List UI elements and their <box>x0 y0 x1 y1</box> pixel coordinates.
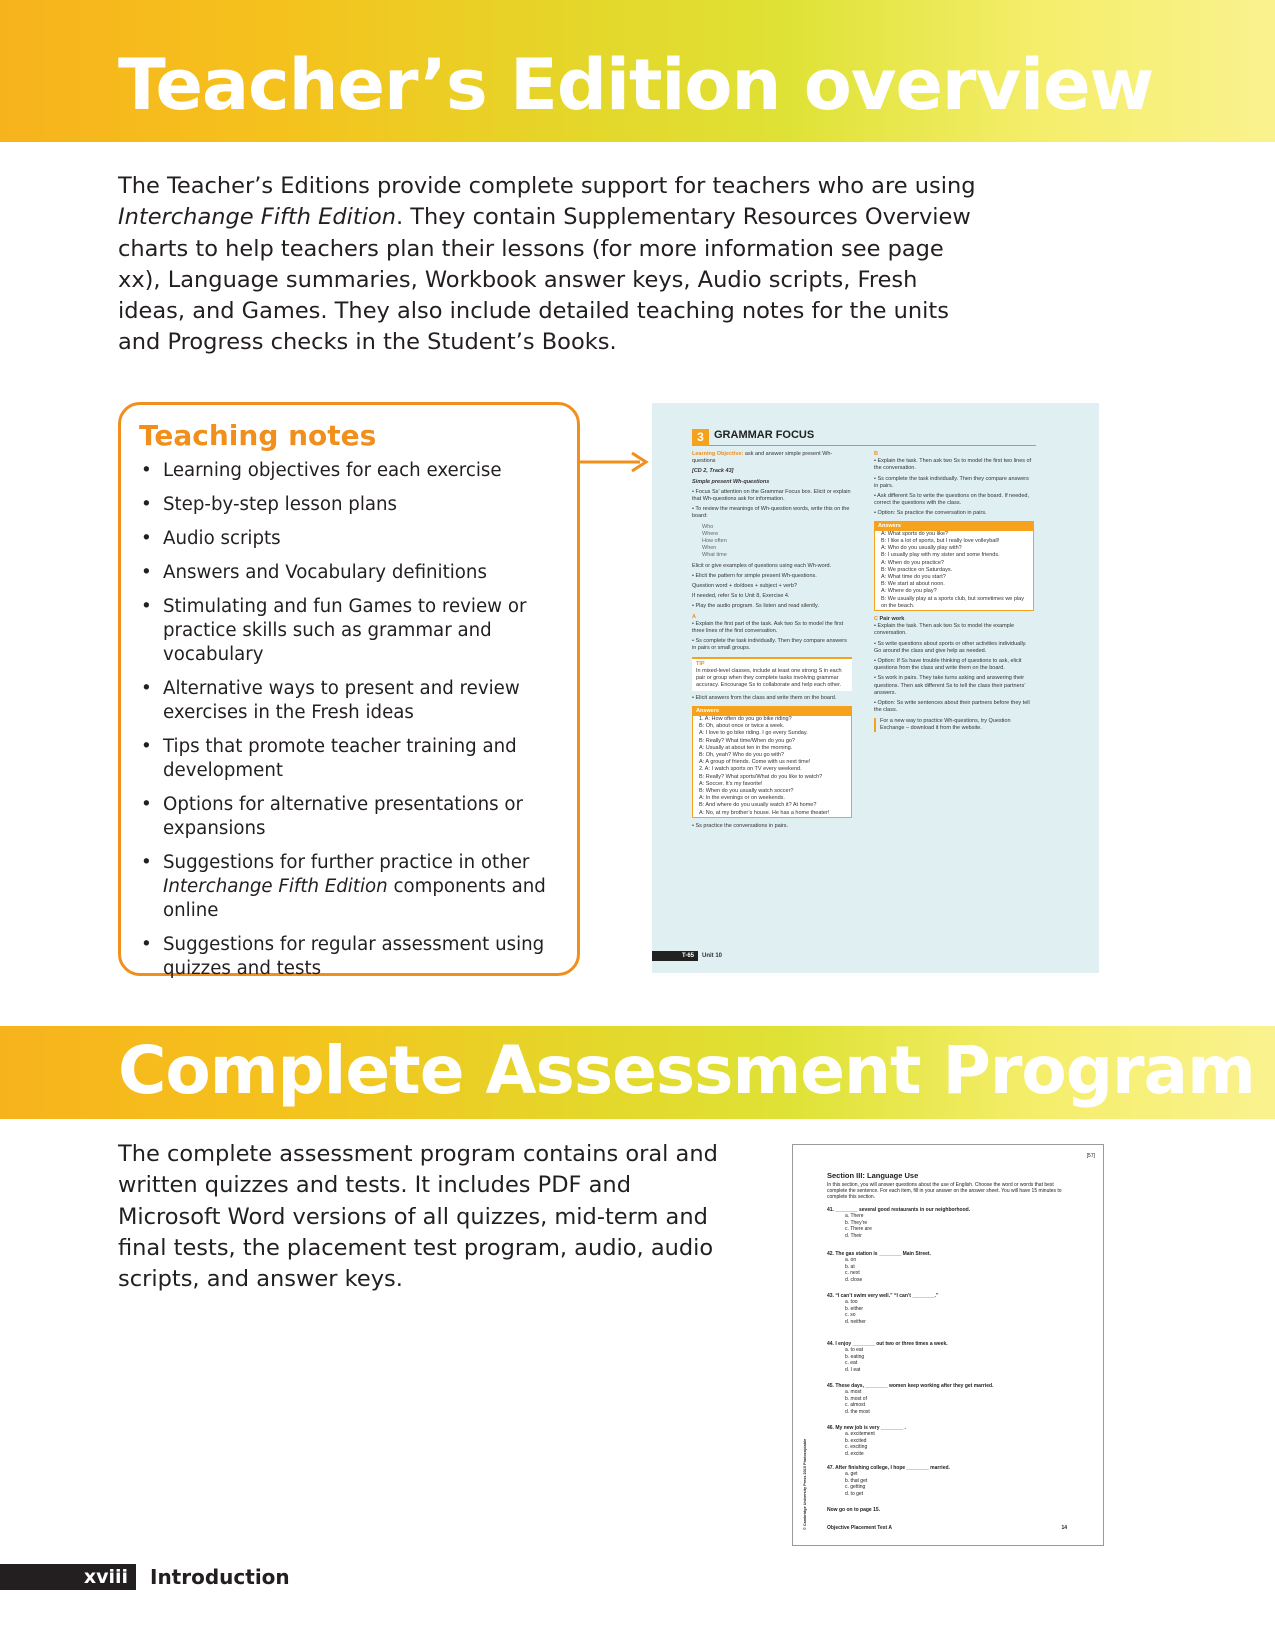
question-stem: 45. These days, ________ women keep working after they get married. <box>827 1383 994 1389</box>
list-item <box>141 793 566 841</box>
answer-line: A: Where do you play? <box>881 588 937 595</box>
section-a-label: A <box>692 613 696 620</box>
intro-paragraph <box>118 171 978 359</box>
question-option: a. on <box>845 1257 857 1264</box>
question-option: d. the most <box>845 1408 870 1415</box>
left-column <box>692 451 852 833</box>
teaching-notes-box <box>118 402 580 979</box>
question-option: a. excitement <box>845 1431 875 1438</box>
intro-text-1: The Teacher’s Editions provide complete support for teachers who are using <box>118 173 976 199</box>
question-option: b. They’re <box>845 1219 868 1226</box>
fresh-idea-note: For a new way to practice Wh-questions, try Question Exchange – download it from the website. <box>874 718 1034 732</box>
bullet-icon: • <box>141 852 152 873</box>
note-line: If needed, refer Ss to Unit 8, Exercise 4. <box>692 593 790 600</box>
test-question <box>827 1383 993 1415</box>
assessment-title: Complete Assessment Program <box>118 1032 1255 1109</box>
answer-line: A: What sports do you like? <box>881 530 948 537</box>
answer-line: A: No, at my brother’s house. He has a home theater! <box>699 809 830 816</box>
question-option: b. eating <box>845 1353 865 1360</box>
section-number: 3 <box>692 429 709 446</box>
note-line: • Explain the task. Then ask two Ss to model the example conversation. <box>874 623 1015 637</box>
list-item <box>141 677 566 725</box>
question-option: b. at <box>845 1263 855 1270</box>
list-item-text: Suggestions for regular assessment using quizzes and tests <box>163 934 545 979</box>
list-item <box>141 595 566 667</box>
subhead: Simple present Wh-questions <box>692 478 770 485</box>
test-corner-number: [57] <box>1086 1153 1095 1159</box>
question-option: d. to get <box>845 1490 864 1497</box>
note-line: • To review the meanings of Wh-question words, write this on the board: <box>692 506 850 520</box>
answer-line: B: I usually play with my sister and some friends. <box>881 552 1000 559</box>
teachers-page-preview <box>652 403 1099 973</box>
bullet-icon: • <box>141 596 152 617</box>
answer-line: B: We usually play at a sports club, but sometimes we play on the beach. <box>881 595 1024 609</box>
question-option: c. getting <box>845 1484 866 1491</box>
question-stem: 46. My new job is very ________ . <box>827 1425 906 1431</box>
tip-heading: TIP <box>696 660 705 667</box>
go-on-note: Now go on to page 15. <box>827 1507 881 1513</box>
list-item-text: Audio scripts <box>163 528 281 549</box>
question-option: c. next <box>845 1270 860 1277</box>
answer-line: B: And where do you usually watch it? At home? <box>699 802 817 809</box>
answer-line: A: What time do you start? <box>881 574 946 581</box>
section-c-title: Pair work <box>879 616 905 623</box>
answer-line: B: I like a lot of sports, but I really love volleyball! <box>881 538 1000 545</box>
answer-line: A: In the evenings or on weekends. <box>699 795 785 802</box>
question-stem: 44. I enjoy ________ out two or three times a week. <box>827 1341 948 1347</box>
objective-text: ask and answer simple present Wh-questions <box>692 451 833 465</box>
test-footer-page: 14 <box>1061 1525 1067 1531</box>
question-option: d. neither <box>845 1318 866 1325</box>
answer-line: A: When do you practice? <box>881 559 944 566</box>
intro-text-2: . They contain Supplementary Resources Overview charts to help teachers plan their lessons (for more information see page xx), Language summaries, Workbook answer keys, Audio scripts, Fresh ideas, and Games. They also include detailed teaching notes for the units and Progress checks in the Student’s Books. <box>118 204 971 356</box>
copyright-note: © Cambridge University Press 2015 Photocopiable <box>803 1438 807 1530</box>
teacher-page-number: T-65 <box>652 951 698 961</box>
question-option: c. so <box>845 1312 856 1319</box>
note-line: • Explain the task. Then ask two Ss to model the first two lines of the conversation. <box>874 458 1032 472</box>
section-c-label: C <box>874 616 878 623</box>
list-item <box>141 561 566 585</box>
section-c-heading <box>874 616 1034 623</box>
learning-objective <box>692 451 852 465</box>
bullet-icon: • <box>141 934 152 955</box>
test-question <box>827 1293 938 1325</box>
question-option: c. eat <box>845 1360 858 1367</box>
teaching-notes-title: Teaching notes <box>139 419 377 452</box>
list-item <box>141 851 566 923</box>
note-line: Elicit or give examples of questions using each Wh-word. <box>692 562 832 569</box>
question-option: c. almost <box>845 1402 866 1409</box>
answer-line: B: Oh, yeah? Who do you go with? <box>699 751 784 758</box>
tip-box <box>692 657 852 692</box>
question-option: a. too <box>845 1299 858 1306</box>
list-item-text: Options for alternative presentations or expansions <box>163 794 523 839</box>
question-stem: 43. “I can’t swim very well.” “I can’t ________.” <box>827 1293 939 1299</box>
list-item-text: components and online <box>163 876 546 921</box>
unit-label: Unit 10 <box>702 953 723 959</box>
answer-line: B: We start at about noon. <box>881 581 945 588</box>
note-line: • Explain the first part of the task. Ask two Ss to model the first three lines of the first conversation. <box>692 620 844 635</box>
answer-line: A: A group of friends. Come with us next time! <box>699 759 811 766</box>
list-item-italic: Interchange Fifth Edition <box>163 876 388 897</box>
test-question <box>827 1207 970 1239</box>
note-line: • Elicit the pattern for simple present Wh-questions. <box>692 572 817 579</box>
tip-text: In mixed-level classes, include at least one strong S in each pair or group when they complete tasks involving grammar accuracy. Encourage Ss to collaborate and help each other. <box>696 667 842 689</box>
list-item <box>141 735 566 783</box>
list-item-text: Learning objectives for each exercise <box>163 460 502 481</box>
note-line: • Ss write questions about sports or other activities individually. Go around the class and give help as needed. <box>874 640 1027 654</box>
answer-line: 1. A: How often do you go bike riding? <box>699 715 792 722</box>
note-line: • Elicit answers from the class and write them on the board. <box>692 695 837 702</box>
question-option: a. get <box>845 1471 858 1478</box>
section-heading <box>692 428 1036 446</box>
wh-word: How often <box>702 538 727 545</box>
test-question <box>827 1251 931 1283</box>
track-label: [CD 2, Track 43] <box>692 468 734 475</box>
assessment-paragraph: The complete assessment program contains oral and written quizzes and tests. It includes PDF and Microsoft Word versions of all quizzes, mid-term and final tests, the placement test program, audio, audio scripts, and answer keys. <box>118 1141 718 1293</box>
question-option: a. to eat <box>845 1347 864 1354</box>
note-line: • Ask different Ss to write the questions on the board. If needed, correct the questions with the class. <box>874 493 1030 507</box>
question-option: b. excited <box>845 1437 867 1444</box>
test-instructions: In this section, you will answer questions about the use of English. Choose the word or words that best complete the sentence. For each item, fill in your answer on the answer sheet. You will have 15 minutes to complete this section. <box>827 1182 1062 1201</box>
list-item-text: Suggestions for further practice in other <box>163 852 530 873</box>
answer-line: 2. A: I watch sports on TV every weekend. <box>699 766 802 773</box>
list-item-text: Step-by-step lesson plans <box>163 494 398 515</box>
list-item <box>141 459 566 483</box>
intro-italic-title: Interchange Fifth Edition <box>118 204 396 231</box>
bullet-icon: • <box>141 460 152 481</box>
bullet-icon: • <box>141 528 152 549</box>
answer-line: A: I love to go bike riding. I go every Sunday. <box>699 730 808 737</box>
note-line: • Focus Ss’ attention on the Grammar Focus box. Elicit or explain that Wh-questions ask for information. <box>692 488 851 503</box>
bullet-icon: • <box>141 562 152 583</box>
list-item <box>141 933 566 981</box>
wh-word: What time <box>702 552 727 559</box>
answers-heading: Answers <box>693 707 851 716</box>
answer-line: A: Soccer. It’s my favorite! <box>699 780 763 787</box>
question-option: b. most of <box>845 1395 867 1402</box>
answer-line: A: Usually at about ten in the morning. <box>699 744 793 751</box>
note-line: • Play the audio program. Ss listen and read silently. <box>692 603 819 610</box>
bullet-icon: • <box>141 494 152 515</box>
page-footer <box>0 1564 300 1590</box>
question-option: d. Their <box>845 1232 862 1239</box>
answers-box <box>874 521 1034 611</box>
section-name: Introduction <box>150 1565 290 1589</box>
test-question <box>827 1341 948 1373</box>
question-stem: 42. The gas station is ________ Main Street. <box>827 1251 931 1257</box>
test-footer-title: Objective Placement Test A <box>827 1525 893 1531</box>
page-title: Teacher’s Edition overview <box>118 44 1154 126</box>
question-option: d. I eat <box>845 1366 861 1373</box>
section-title: GRAMMAR FOCUS <box>714 429 815 441</box>
list-item-text: Alternative ways to present and review exercises in the Fresh ideas <box>163 678 520 723</box>
question-stem: 47. After finishing college, I hope ________ married. <box>827 1465 950 1471</box>
answer-line: B: When do you usually watch soccer? <box>699 787 794 794</box>
answers-box <box>692 706 852 818</box>
list-item-text: Stimulating and fun Games to review or practice skills such as grammar and vocabulary <box>163 596 527 665</box>
wh-word: When <box>702 545 717 552</box>
note-line: Question word + do/does + subject + verb? <box>692 583 798 590</box>
question-option: b. either <box>845 1305 864 1312</box>
bullet-icon: • <box>141 736 152 757</box>
question-option: a. There <box>845 1213 864 1220</box>
answer-line: B: We practice on Saturdays. <box>881 566 953 573</box>
arrow-right-icon <box>580 450 652 474</box>
question-option: b. that get <box>845 1477 868 1484</box>
assessment-banner <box>0 1026 1275 1119</box>
wh-word: Where <box>702 530 719 537</box>
right-column <box>874 451 1034 735</box>
bullet-icon: • <box>141 678 152 699</box>
list-item <box>141 493 566 517</box>
list-item <box>141 527 566 551</box>
answer-line: B: Really? What time/When do you go? <box>699 737 795 744</box>
note-line: • Option: Ss practice the conversation in pairs. <box>874 510 987 517</box>
test-section-title: Section III: Language Use <box>827 1171 919 1180</box>
note-line: • Ss work in pairs. They take turns asking and answering their questions. Then ask different Ss to tell the class their partners’ answers. <box>874 675 1026 696</box>
test-question <box>827 1425 906 1457</box>
page-number: xviii <box>0 1564 136 1590</box>
section-b-label: B <box>874 451 878 457</box>
teacher-page-footer <box>652 951 792 961</box>
question-option: d. excite <box>845 1450 864 1457</box>
objective-label: Learning Objective: <box>692 451 744 457</box>
title-banner <box>0 0 1275 142</box>
answers-heading: Answers <box>875 522 1033 531</box>
answer-line: B: Really? What sports/What do you like to watch? <box>699 773 823 780</box>
question-option: d. close <box>845 1276 863 1283</box>
test-footer <box>827 1525 1067 1531</box>
test-question <box>827 1465 950 1497</box>
note-line: • Option: If Ss have trouble thinking of questions to ask, elicit questions from the class and write them on the board. <box>874 658 1022 672</box>
note-line: • Ss complete the task individually. Then they compare answers in pairs. <box>874 475 1029 489</box>
question-option: a. most <box>845 1389 862 1396</box>
question-option: c. exciting <box>845 1444 868 1451</box>
list-item-text: Tips that promote teacher training and development <box>163 736 517 781</box>
answer-line: A: Who do you usually play with? <box>881 545 962 552</box>
test-page-preview <box>792 1144 1104 1546</box>
note-line: • Ss complete the task individually. Then they compare answers in pairs or small groups. <box>692 638 847 652</box>
note-line: • Ss practice the conversations in pairs. <box>692 822 789 829</box>
question-stem: 41. ________ several good restaurants in our neighborhood. <box>827 1207 971 1213</box>
list-item-text: Answers and Vocabulary definitions <box>163 562 487 583</box>
wh-word: Who <box>702 523 714 530</box>
answer-line: B: Oh, about once or twice a week. <box>699 723 785 730</box>
note-line: • Option: Ss write sentences about their partners before they tell the class. <box>874 700 1030 714</box>
bullet-icon: • <box>141 794 152 815</box>
question-option: c. There are <box>845 1226 872 1233</box>
teaching-notes-list <box>141 459 566 991</box>
